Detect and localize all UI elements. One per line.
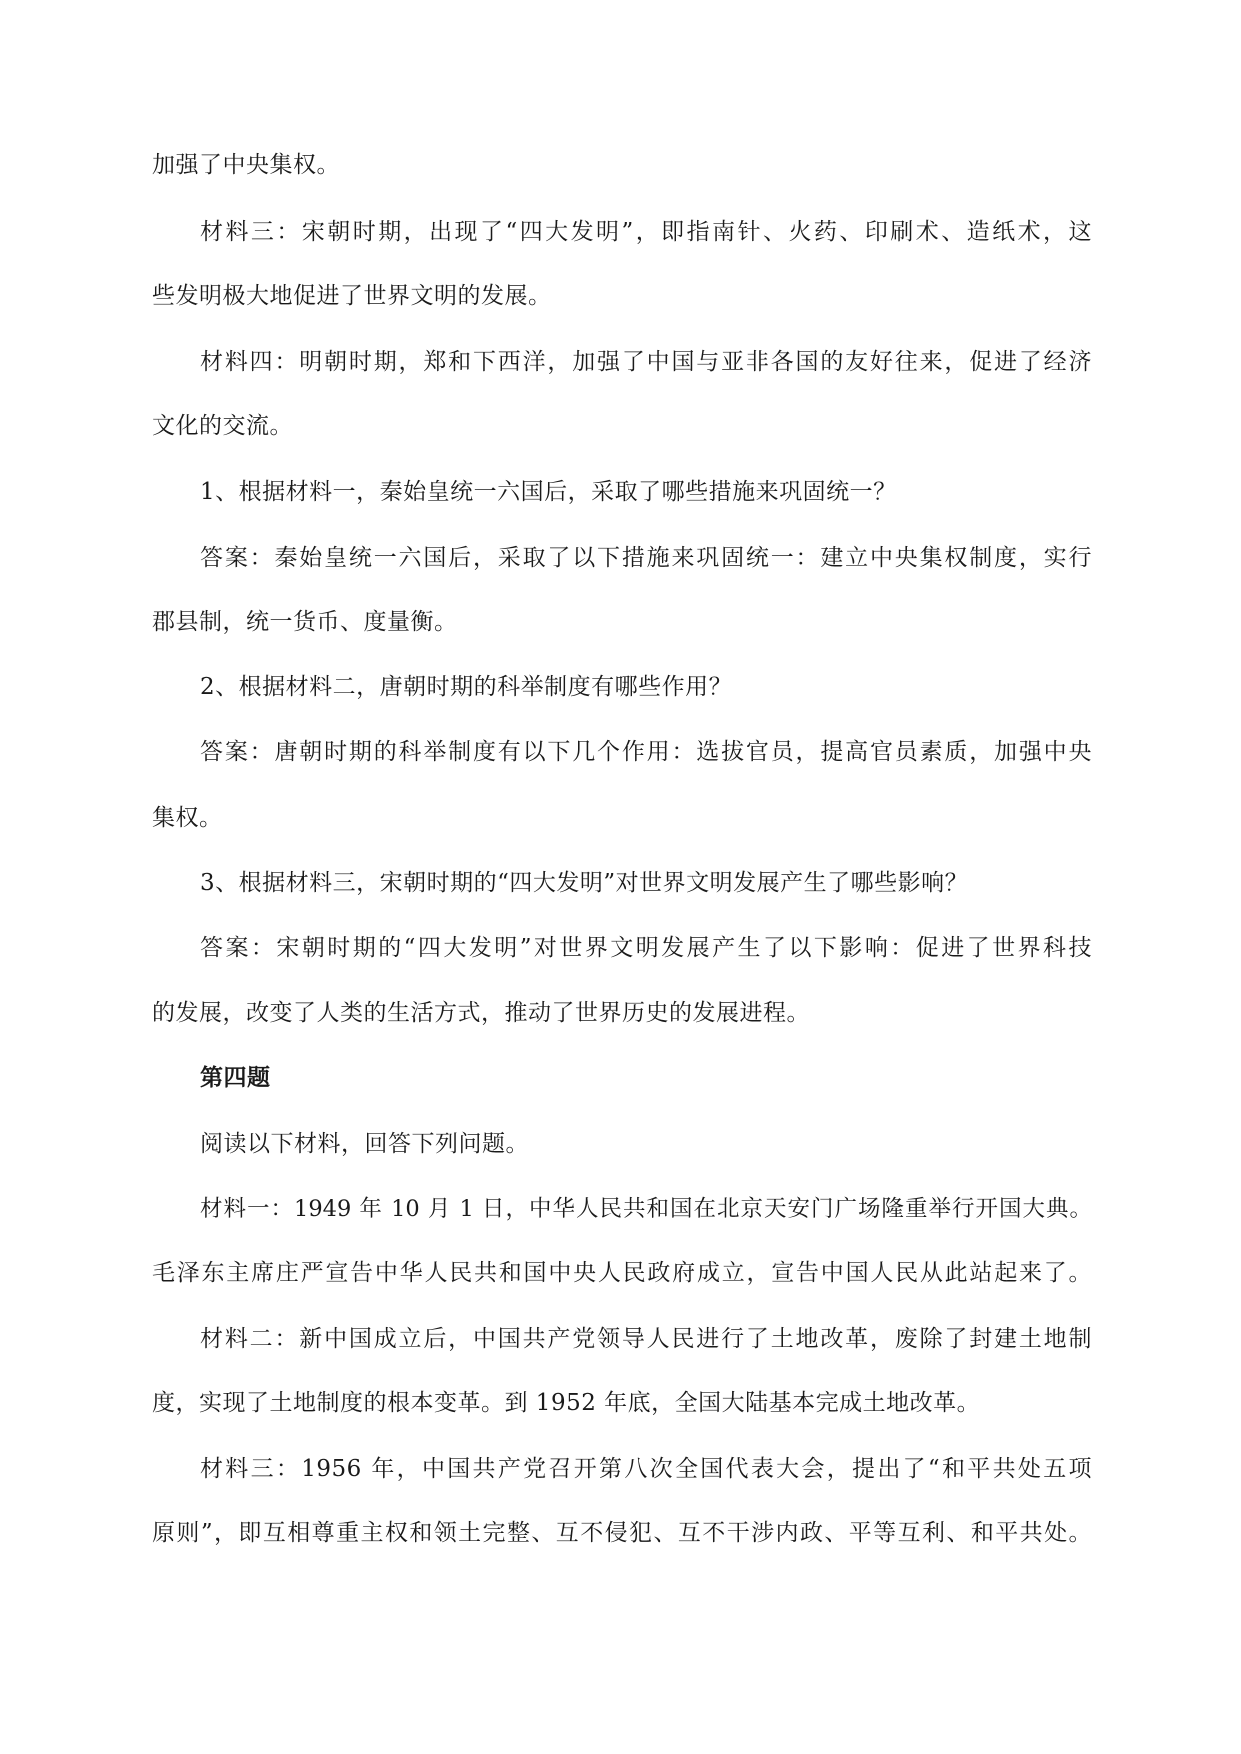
text-line: 材料四：明朝时期，郑和下西洋，加强了中国与亚非各国的友好往来，促进了经济 [200, 349, 1092, 375]
answer-line: 的发展，改变了人类的生活方式，推动了世界历史的发展进程。 [152, 1000, 810, 1026]
text-line: 原则”，即互相尊重主权和领土完整、互不侵犯、互不干涉内政、平等互利、和平共处。 [152, 1520, 1092, 1546]
answer-line: 答案：秦始皇统一六国后，采取了以下措施来巩固统一：建立中央集权制度，实行 [200, 545, 1092, 571]
question-line: 2、根据材料二，唐朝时期的科举制度有哪些作用？ [200, 674, 733, 700]
question-line: 3、根据材料三，宋朝时期的“四大发明”对世界文明发展产生了哪些影响？ [200, 870, 969, 896]
text-line: 加强了中央集权。 [152, 152, 340, 178]
text-line: 文化的交流。 [152, 413, 293, 439]
text-line: 材料一：1949 年 10 月 1 日，中华人民共和国在北京天安门广场隆重举行开国大典。 [200, 1196, 1092, 1222]
text-line: 材料三：1956 年，中国共产党召开第八次全国代表大会，提出了“和平共处五项 [200, 1456, 1092, 1482]
text-line: 阅读以下材料，回答下列问题。 [200, 1131, 529, 1157]
answer-line: 答案：唐朝时期的科举制度有以下几个作用：选拔官员，提高官员素质，加强中央 [200, 739, 1092, 765]
section-heading: 第四题 [200, 1065, 271, 1091]
text-line: 些发明极大地促进了世界文明的发展。 [152, 283, 552, 309]
text-line: 材料三：宋朝时期，出现了“四大发明”，即指南针、火药、印刷术、造纸术，这 [200, 219, 1092, 245]
text-line: 材料二：新中国成立后，中国共产党领导人民进行了土地改革，废除了封建土地制 [200, 1326, 1092, 1352]
text-line: 毛泽东主席庄严宣告中华人民共和国中央人民政府成立，宣告中国人民从此站起来了。 [152, 1260, 1092, 1286]
answer-line: 郡县制，统一货币、度量衡。 [152, 609, 458, 635]
answer-line: 答案：宋朝时期的“四大发明”对世界文明发展产生了以下影响：促进了世界科技 [200, 935, 1092, 961]
text-line: 度，实现了土地制度的根本变革。到 1952 年底，全国大陆基本完成土地改革。 [152, 1390, 981, 1416]
answer-line: 集权。 [152, 805, 223, 831]
question-line: 1、根据材料一，秦始皇统一六国后，采取了哪些措施来巩固统一？ [200, 479, 897, 505]
